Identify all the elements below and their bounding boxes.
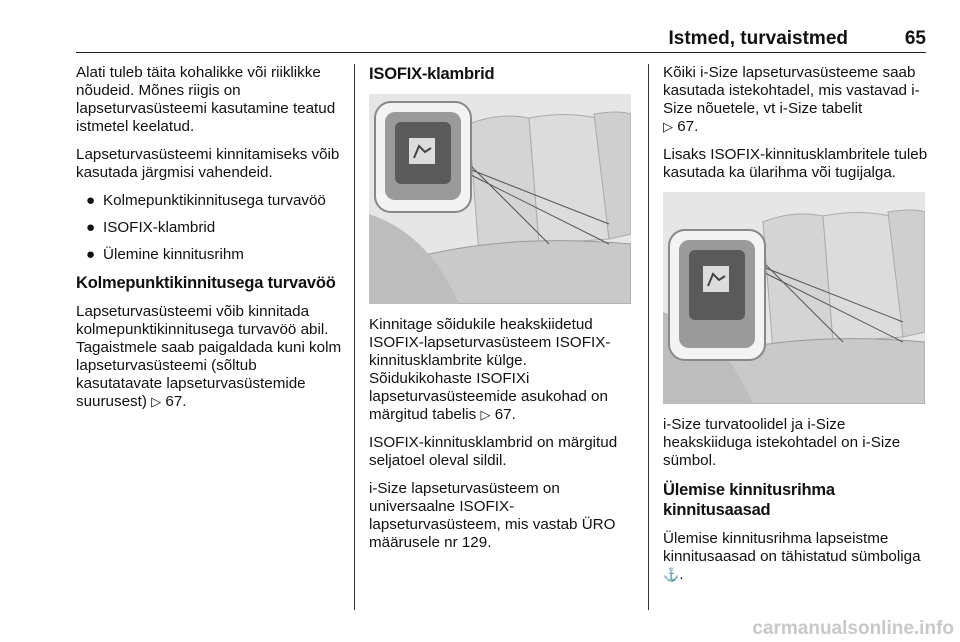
isize-paragraph-2: Lisaks ISOFIX-kinnitusklambritele tuleb kasutada ka ülarihma või tugijalga.	[663, 146, 928, 181]
isize-paragraph-1: Kõiki i-Size lapseturvasüsteeme saab kasutada istekohtadel, mis vastavad i-Size nõuetele, vt i-Size tabelit ▷ 67.	[663, 64, 920, 135]
isofix-seat-illustration	[369, 94, 631, 304]
methods-list	[76, 192, 344, 264]
heading-isofix: ISOFIX-klambrid	[369, 65, 495, 83]
column-3	[663, 64, 929, 594]
column-divider-2	[648, 64, 649, 610]
watermark: carmanualsonline.info	[752, 618, 954, 639]
arrow-reference-icon: ▷	[480, 407, 491, 422]
page-reference-link[interactable]: 67.	[165, 393, 187, 410]
methods-paragraph: Lapseturvasüsteemi kinnitamiseks võib kasutada järgmisi vahendeid.	[76, 146, 340, 181]
column-2	[369, 64, 635, 562]
isofix-paragraph-2: Sõidukikohaste ISOFIXi lapseturvasüsteemide asukohad on märgitud tabelis ▷ 67.	[369, 370, 608, 423]
isofix-paragraph-1: Kinnitage sõidukile heakskiidetud ISOFIX-lapseturvasüsteem ISOFIX-kinnitusklambrite külge.	[369, 316, 611, 369]
heading-top-tether: Ülemise kinnitusrihma kinnitusaasad	[663, 481, 835, 519]
bullet-icon: ●	[86, 219, 96, 236]
page-reference-link[interactable]: 67.	[677, 118, 699, 135]
bullet-icon: ●	[86, 246, 96, 263]
page-header	[76, 24, 926, 53]
page-reference-link[interactable]: 67.	[494, 406, 516, 423]
intro-paragraph: Alati tuleb täita kohalikke või riiklikke nõudeid. Mõnes riigis on lapseturvasüsteemi kasutamine teatud istmetel keelatud.	[76, 64, 336, 135]
list-item: ● Ülemine kinnitusrihm	[86, 246, 244, 263]
isofix-paragraph-4: i-Size lapseturvasüsteem on universaalne ISOFIX-lapseturvasüsteem, mis vastab ÜRO määrusele nr 129.	[369, 480, 616, 551]
three-point-belt-paragraph: Lapseturvasüsteemi võib kinnitada kolmepunktikinnitusega turvavöö abil. Tagaistmele saab paigaldada kuni kolm lapseturvasüsteemi (sõltub kasutatavate lapseturvasüstemide suurusest) ▷ 67.	[76, 303, 342, 410]
bullet-icon: ●	[86, 192, 96, 209]
section-title: Istmed, turvaistmed	[668, 28, 848, 49]
column-divider-1	[354, 64, 355, 610]
heading-three-point-belt: Kolmepunktikinnitusega turvavöö	[76, 274, 336, 292]
list-item: ● ISOFIX-klambrid	[86, 219, 216, 236]
page-number: 65	[904, 28, 926, 49]
isize-paragraph-3: i-Size turvatoolidel ja i-Size heakskiiduga istekohtadel on i-Size sümbol.	[663, 416, 901, 469]
top-tether-paragraph: Ülemise kinnitusrihma lapseistme kinnitusaasad on tähistatud sümboliga ⚓.	[663, 530, 921, 583]
column-1	[76, 64, 344, 421]
arrow-reference-icon: ▷	[663, 119, 673, 134]
top-tether-symbol-icon: ⚓	[663, 567, 680, 582]
list-item: ● Kolmepunktikinnitusega turvavöö	[86, 192, 326, 209]
isize-seat-illustration	[663, 192, 925, 404]
isofix-paragraph-3: ISOFIX-kinnitusklambrid on märgitud seljatoel oleval sildil.	[369, 434, 618, 469]
arrow-reference-icon: ▷	[151, 394, 162, 409]
